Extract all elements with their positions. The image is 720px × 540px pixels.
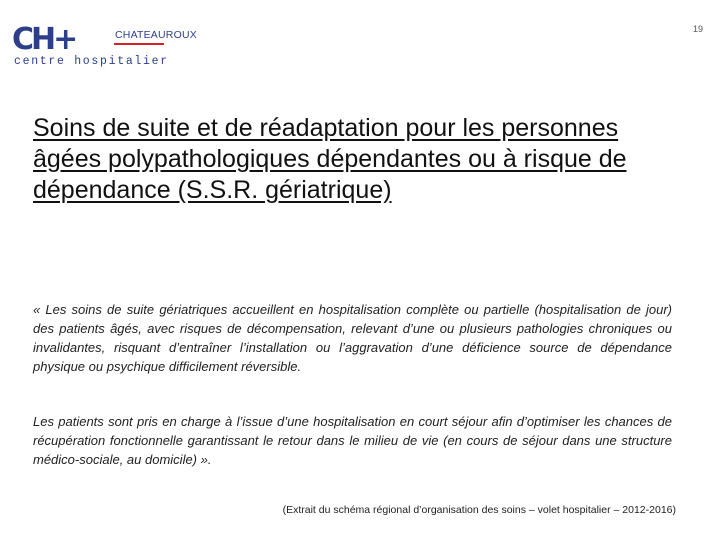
logo-mark: CH+	[12, 22, 76, 57]
body-paragraph-1: « Les soins de suite gériatriques accueillent en hospitalisation complète ou partielle (hospitalisation de jour) des patients âgés, avec risques de décompensation, relevant d’une ou plusieurs pathologies chroniques ou invalidantes, risquant d’entraîner l’installation ou l’aggravation d’une déficience source de dépendance physique ou psychique difficilement réversible.	[33, 302, 672, 374]
hospital-logo	[12, 22, 197, 68]
page-number: 19	[692, 24, 703, 34]
logo-subtitle: centre hospitalier	[14, 55, 169, 68]
body-paragraph-2: Les patients sont pris en charge à l’issue d’une hospitalisation en court séjour afin d’optimiser les chances de récupération fonctionnelle garantissant le retour dans le milieu de vie (en cours de séjour dans une structure médico-sociale, au domicile) ».	[33, 414, 672, 467]
logo-name: CHATEAUROUX	[115, 29, 197, 41]
source-citation: (Extrait du schéma régional d’organisation des soins – volet hospitalier – 2012-2016)	[282, 504, 676, 516]
slide-title: Soins de suite et de réadaptation pour les personnes âgées polypathologiques dépendantes ou à risque de dépendance (S.S.R. gériatrique)	[33, 114, 627, 204]
logo-underline	[114, 43, 164, 45]
